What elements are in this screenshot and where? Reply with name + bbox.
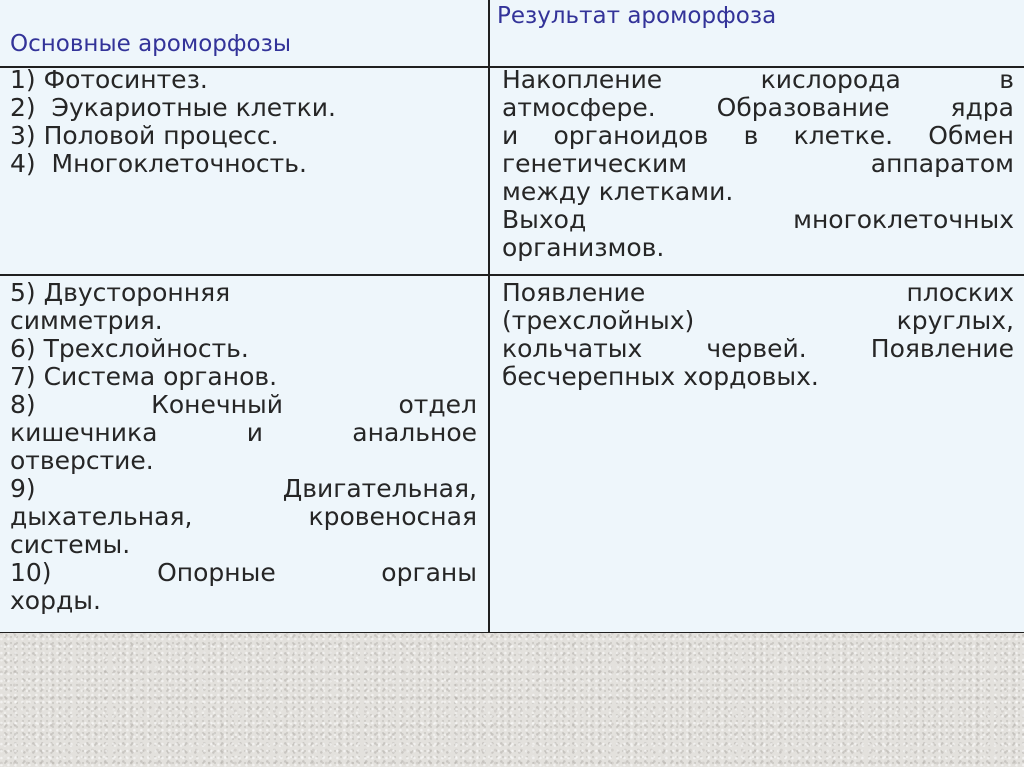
text-line: бесчерепных хордовых. xyxy=(502,362,819,391)
list-item: 2) Эукариотные клетки. xyxy=(10,93,336,122)
text-line: Выход многоклеточных xyxy=(502,205,1014,234)
list-item: 1) Фотосинтез. xyxy=(10,65,208,94)
list-item: 9) Двигательная, xyxy=(10,474,477,503)
text-line: атмосфере. Образование ядра xyxy=(502,93,1014,122)
list-item: симметрия. xyxy=(10,306,163,335)
header-left: Основные ароморфозы xyxy=(10,31,291,57)
text-line: и органоидов в клетке. Обмен xyxy=(502,121,1014,150)
row1-left-cell xyxy=(10,66,480,178)
text-line: организмов. xyxy=(502,233,665,262)
list-item: 10) Опорные органы xyxy=(10,558,477,587)
text-line: Накопление кислорода в xyxy=(502,65,1014,94)
list-item: 5) Двусторонняя xyxy=(10,278,231,307)
text-line: Появление плоских xyxy=(502,278,1014,307)
text-line: кольчатых червей. Появление xyxy=(502,334,1014,363)
list-item: 4) Многоклеточность. xyxy=(10,149,307,178)
column-divider xyxy=(488,0,490,633)
header-right: Результат ароморфоза xyxy=(497,3,777,29)
list-item: 8) Конечный отдел xyxy=(10,390,477,419)
row2-left-cell xyxy=(10,279,477,615)
list-item: кишечника и анальное xyxy=(10,418,477,447)
list-item: 6) Трехслойность. xyxy=(10,334,249,363)
list-item: дыхательная, кровеносная xyxy=(10,502,477,531)
row-divider xyxy=(0,274,1024,276)
list-item: хорды. xyxy=(10,586,101,615)
text-line: между клетками. xyxy=(502,177,734,206)
text-line: (трехслойных) круглых, xyxy=(502,306,1014,335)
list-item: 7) Система органов. xyxy=(10,362,278,391)
list-item: системы. xyxy=(10,530,131,559)
list-item: отверстие. xyxy=(10,446,154,475)
row1-right-cell xyxy=(502,66,1014,262)
text-line: генетическим аппаратом xyxy=(502,149,1014,178)
list-item: 3) Половой процесс. xyxy=(10,121,279,150)
row2-right-cell xyxy=(502,279,1014,391)
